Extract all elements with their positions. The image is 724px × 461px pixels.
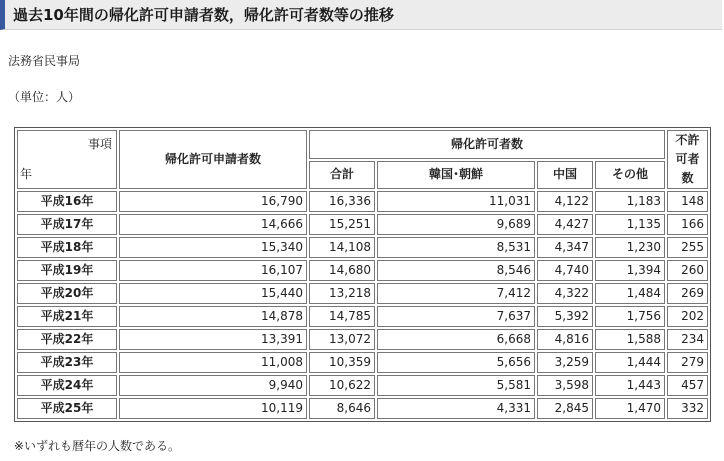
corner-header bbox=[17, 130, 117, 189]
cell-china: 5,392 bbox=[537, 306, 593, 327]
row-year: 平成25年 bbox=[17, 398, 117, 419]
cell-korea: 5,656 bbox=[377, 352, 535, 373]
header-permitted-group: 帰化許可者数 bbox=[309, 130, 665, 159]
cell-denied: 332 bbox=[667, 398, 708, 419]
cell-other: 1,444 bbox=[595, 352, 665, 373]
cell-applications: 16,790 bbox=[119, 191, 307, 212]
cell-total: 13,072 bbox=[309, 329, 375, 350]
cell-china: 2,845 bbox=[537, 398, 593, 419]
cell-denied: 457 bbox=[667, 375, 708, 396]
cell-other: 1,588 bbox=[595, 329, 665, 350]
cell-applications: 15,440 bbox=[119, 283, 307, 304]
cell-denied: 148 bbox=[667, 191, 708, 212]
cell-other: 1,470 bbox=[595, 398, 665, 419]
cell-other: 1,484 bbox=[595, 283, 665, 304]
corner-label-item: 事項 bbox=[87, 137, 112, 151]
header-other: その他 bbox=[595, 161, 665, 190]
table-row bbox=[17, 398, 708, 419]
row-year: 平成19年 bbox=[17, 260, 117, 281]
cell-china: 3,598 bbox=[537, 375, 593, 396]
cell-korea: 4,331 bbox=[377, 398, 535, 419]
cell-total: 14,108 bbox=[309, 237, 375, 258]
footnote: ※いずれも暦年の人数である。 bbox=[14, 439, 181, 453]
page-title-bar bbox=[0, 0, 722, 30]
table-row bbox=[17, 237, 708, 258]
row-year: 平成18年 bbox=[17, 237, 117, 258]
cell-china: 3,259 bbox=[537, 352, 593, 373]
table-row bbox=[17, 306, 708, 327]
header-row-top bbox=[17, 130, 708, 159]
header-china: 中国 bbox=[537, 161, 593, 190]
cell-korea: 9,689 bbox=[377, 214, 535, 235]
cell-total: 8,646 bbox=[309, 398, 375, 419]
cell-china: 4,122 bbox=[537, 191, 593, 212]
cell-other: 1,443 bbox=[595, 375, 665, 396]
table-row bbox=[17, 214, 708, 235]
cell-denied: 234 bbox=[667, 329, 708, 350]
cell-china: 4,740 bbox=[537, 260, 593, 281]
naturalization-table bbox=[14, 127, 711, 422]
cell-total: 14,785 bbox=[309, 306, 375, 327]
table-row bbox=[17, 329, 708, 350]
cell-applications: 14,666 bbox=[119, 214, 307, 235]
cell-applications: 9,940 bbox=[119, 375, 307, 396]
cell-applications: 16,107 bbox=[119, 260, 307, 281]
cell-denied: 166 bbox=[667, 214, 708, 235]
cell-other: 1,394 bbox=[595, 260, 665, 281]
cell-applications: 13,391 bbox=[119, 329, 307, 350]
cell-applications: 14,878 bbox=[119, 306, 307, 327]
header-total: 合計 bbox=[309, 161, 375, 190]
corner-label-year: 年 bbox=[20, 167, 33, 181]
table-row bbox=[17, 352, 708, 373]
row-year: 平成23年 bbox=[17, 352, 117, 373]
row-year: 平成16年 bbox=[17, 191, 117, 212]
header-korea: 韓国･朝鮮 bbox=[377, 161, 535, 190]
header-denied: 不許可者数 bbox=[667, 130, 708, 189]
unit-label: （単位：人） bbox=[8, 90, 81, 104]
row-year: 平成22年 bbox=[17, 329, 117, 350]
cell-denied: 255 bbox=[667, 237, 708, 258]
row-year: 平成24年 bbox=[17, 375, 117, 396]
table-row bbox=[17, 260, 708, 281]
cell-korea: 11,031 bbox=[377, 191, 535, 212]
cell-other: 1,183 bbox=[595, 191, 665, 212]
cell-total: 13,218 bbox=[309, 283, 375, 304]
cell-applications: 10,119 bbox=[119, 398, 307, 419]
cell-china: 4,816 bbox=[537, 329, 593, 350]
cell-korea: 6,668 bbox=[377, 329, 535, 350]
cell-china: 4,322 bbox=[537, 283, 593, 304]
cell-denied: 260 bbox=[667, 260, 708, 281]
cell-total: 14,680 bbox=[309, 260, 375, 281]
cell-korea: 8,531 bbox=[377, 237, 535, 258]
row-year: 平成20年 bbox=[17, 283, 117, 304]
agency-name: 法務省民事局 bbox=[8, 54, 81, 68]
cell-denied: 269 bbox=[667, 283, 708, 304]
table-row bbox=[17, 283, 708, 304]
row-year: 平成17年 bbox=[17, 214, 117, 235]
cell-denied: 202 bbox=[667, 306, 708, 327]
row-year: 平成21年 bbox=[17, 306, 117, 327]
cell-total: 15,251 bbox=[309, 214, 375, 235]
cell-denied: 279 bbox=[667, 352, 708, 373]
cell-applications: 11,008 bbox=[119, 352, 307, 373]
cell-applications: 15,340 bbox=[119, 237, 307, 258]
cell-total: 10,359 bbox=[309, 352, 375, 373]
cell-korea: 7,412 bbox=[377, 283, 535, 304]
cell-total: 16,336 bbox=[309, 191, 375, 212]
page-title: 過去10年間の帰化許可申請者数，帰化許可者数等の推移 bbox=[13, 6, 394, 24]
table-row bbox=[17, 375, 708, 396]
cell-other: 1,756 bbox=[595, 306, 665, 327]
table-row bbox=[17, 191, 708, 212]
cell-china: 4,347 bbox=[537, 237, 593, 258]
header-applications: 帰化許可申請者数 bbox=[119, 130, 307, 189]
cell-korea: 5,581 bbox=[377, 375, 535, 396]
cell-china: 4,427 bbox=[537, 214, 593, 235]
cell-other: 1,230 bbox=[595, 237, 665, 258]
cell-korea: 7,637 bbox=[377, 306, 535, 327]
cell-korea: 8,546 bbox=[377, 260, 535, 281]
cell-other: 1,135 bbox=[595, 214, 665, 235]
cell-total: 10,622 bbox=[309, 375, 375, 396]
